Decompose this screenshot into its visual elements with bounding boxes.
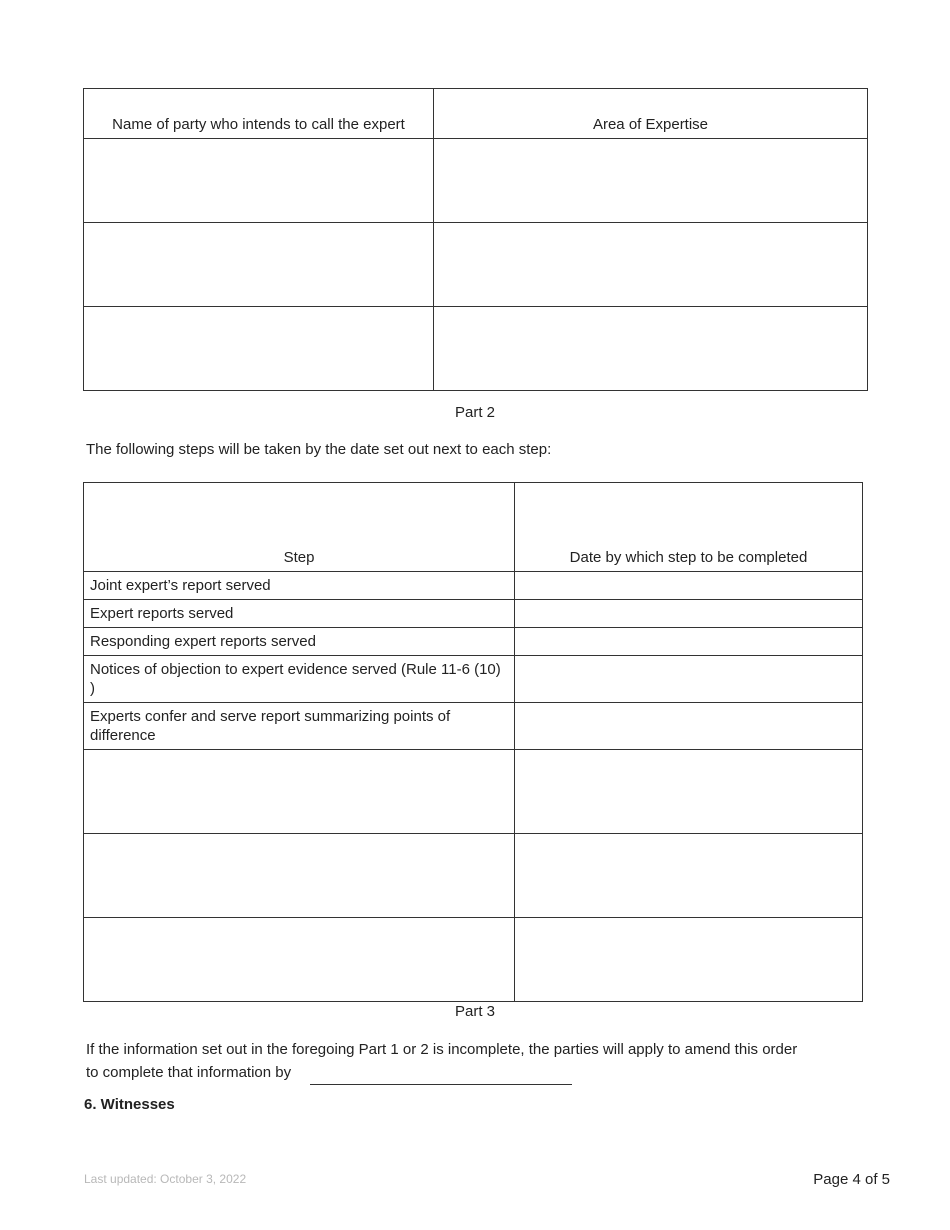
step-date-cell[interactable] [515, 703, 863, 750]
table-row [84, 918, 863, 1002]
area-of-expertise-cell[interactable] [434, 307, 868, 391]
step-cell[interactable] [84, 750, 515, 834]
step-cell: Responding expert reports served [84, 628, 515, 656]
column-header-area-of-expertise: Area of Expertise [434, 89, 868, 139]
table-row [84, 750, 863, 834]
step-date-cell[interactable] [515, 572, 863, 600]
table-row [84, 223, 868, 307]
step-cell: Joint expert’s report served [84, 572, 515, 600]
part-2-intro: The following steps will be taken by the date set out next to each step: [86, 441, 552, 458]
table-row [84, 703, 863, 750]
table-row [84, 600, 863, 628]
step-date-cell[interactable] [515, 656, 863, 703]
area-of-expertise-cell[interactable] [434, 223, 868, 307]
table-row [84, 628, 863, 656]
step-cell[interactable] [84, 918, 515, 1002]
step-cell: Notices of objection to expert evidence served (Rule 11-6 (10) ) [84, 656, 515, 703]
completion-date-field[interactable] [310, 1083, 572, 1085]
part-2-heading: Part 2 [454, 404, 496, 421]
table-row [84, 834, 863, 918]
step-date-cell[interactable] [515, 750, 863, 834]
step-date-cell[interactable] [515, 600, 863, 628]
column-header-date: Date by which step to be completed [515, 483, 863, 572]
table-row [84, 307, 868, 391]
column-header-party-name: Name of party who intends to call the expert [84, 89, 434, 139]
table-row [84, 139, 868, 223]
part-3-text-line-1: If the information set out in the foregoing Part 1 or 2 is incomplete, the parties will apply to amend this order [86, 1041, 798, 1058]
last-updated-text: Last updated: October 3, 2022 [84, 1172, 247, 1186]
party-name-cell[interactable] [84, 223, 434, 307]
step-date-cell[interactable] [515, 628, 863, 656]
column-header-step: Step [84, 483, 515, 572]
step-cell[interactable] [84, 834, 515, 918]
part-3-text-line-2: to complete that information by [86, 1064, 292, 1081]
section-6-heading: 6. Witnesses [84, 1096, 175, 1113]
table-row [84, 656, 863, 703]
step-cell: Expert reports served [84, 600, 515, 628]
expert-parties-table [83, 88, 868, 391]
steps-table [83, 482, 863, 1002]
area-of-expertise-cell[interactable] [434, 139, 868, 223]
table-row [84, 572, 863, 600]
part-3-heading: Part 3 [454, 1003, 496, 1020]
step-date-cell[interactable] [515, 918, 863, 1002]
step-date-cell[interactable] [515, 834, 863, 918]
party-name-cell[interactable] [84, 139, 434, 223]
step-cell: Experts confer and serve report summarizing points of difference [84, 703, 515, 750]
page-number: Page 4 of 5 [813, 1171, 890, 1188]
party-name-cell[interactable] [84, 307, 434, 391]
